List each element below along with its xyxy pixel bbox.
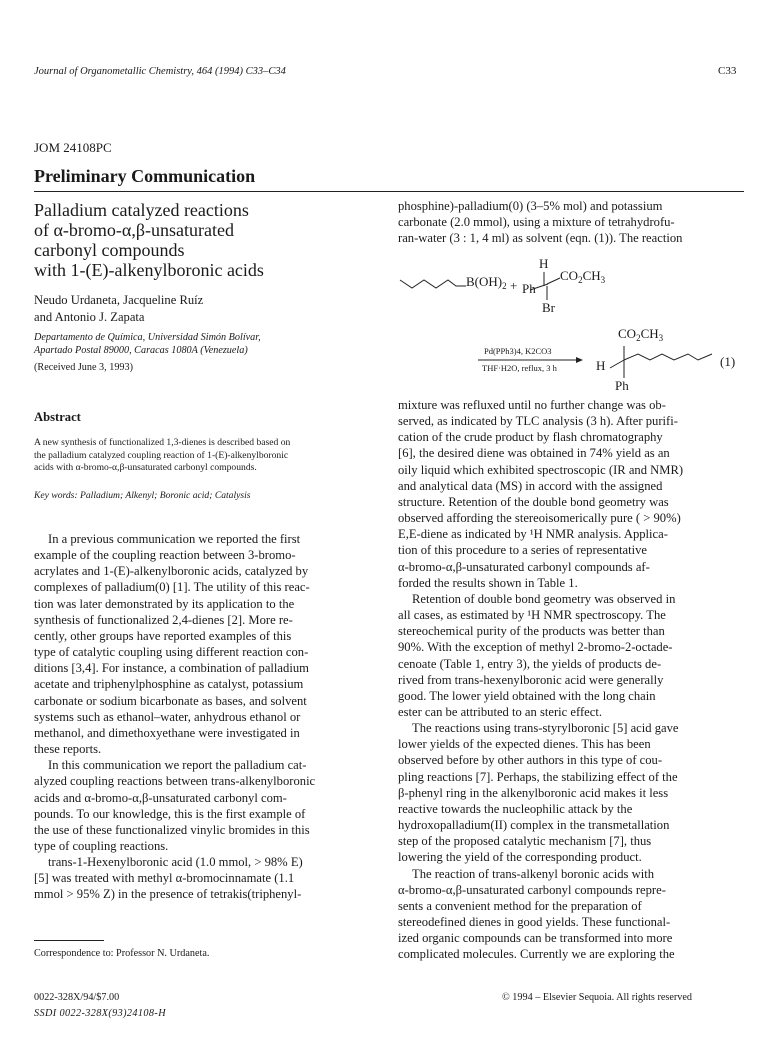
title-line-1: Palladium catalyzed reactions	[34, 200, 249, 220]
body-line: Retention of double bond geometry was observed in	[412, 591, 676, 606]
body-line: [5] was treated with methyl α-bromocinnamate (1.1	[34, 871, 295, 886]
body-line: mixture was refluxed until no further change was ob-	[398, 398, 666, 412]
body-line: these reports.	[34, 742, 102, 757]
conditions-bottom: THF·H2O, reflux, 3 h	[482, 363, 557, 373]
abstract-line-2: the palladium catalyzed coupling reaction of 1-(E)-alkenylboronic	[34, 449, 289, 461]
body-line: The reaction of trans-alkenyl boronic acids with	[412, 866, 654, 881]
body-line: and analytical data (MS) in accord with the assigned	[398, 478, 663, 493]
body-line: β-phenyl ring in the alkenylboronic acid makes it less	[398, 785, 669, 800]
affiliation	[34, 331, 261, 357]
body-line: type of coupling reactions.	[34, 838, 169, 853]
body-line: forded the results shown in Table 1.	[398, 575, 578, 590]
body-line: rived from trans-hexenylboronic acid were generally	[398, 672, 664, 687]
body-line: cenoate (Table 1, entry 3), the yields of products de-	[398, 656, 662, 671]
title-line-4: with 1-(E)-alkenylboronic acids	[34, 260, 264, 280]
body-line: alyzed coupling reactions between trans-alkenylboronic	[34, 774, 316, 789]
right-body	[398, 397, 744, 962]
ester-subscript: 2	[636, 333, 641, 343]
body-line: good. The lower yield obtained with the long chain	[398, 688, 656, 703]
right-top-text	[398, 198, 744, 246]
abstract-text	[34, 437, 374, 475]
section-heading: Preliminary Communication	[34, 166, 256, 186]
product-phenyl-label: Ph	[615, 378, 629, 393]
received-date: (Received June 3, 1993)	[34, 362, 134, 373]
body-line: structure. Retention of the double bond geometry was	[398, 494, 669, 509]
body-line: tion was later demonstrated by its application to the	[34, 596, 295, 611]
keywords: Key words: Palladium; Alkenyl; Boronic acid; Catalysis	[34, 490, 251, 501]
conditions-top: Pd(PPh3)4, K2CO3	[484, 346, 552, 356]
footnote-rule	[34, 940, 104, 941]
body-line: pounds. To our knowledge, this is the first example of	[34, 806, 306, 821]
authors-line-1: Neudo Urdaneta, Jacqueline Ruíz	[34, 293, 204, 307]
abstract-line-3: acids with α-bromo-α,β-unsaturated carbonyl compounds.	[34, 462, 257, 473]
body-line: systems such as ethanol–water, anhydrous ethanol or	[34, 709, 301, 724]
body-line: served, as indicated by TLC analysis (3 h). After purifi-	[398, 414, 678, 429]
body-line: the use of these functionalized vinylic bromides in this	[34, 822, 310, 837]
body-line: trans-1-Hexenylboronic acid (1.0 mmol, > 98% E)	[48, 855, 303, 870]
body-line: α-bromo-α,β-unsaturated carbonyl compounds repre-	[398, 882, 666, 897]
bromine-label: Br	[542, 300, 555, 315]
body-line: ran-water (3 : 1, 4 ml) as solvent (eqn. (1)). The reaction	[398, 231, 683, 246]
left-body	[34, 531, 372, 903]
body-line: cently, other groups have reported examples of this	[34, 628, 292, 643]
ester-tail: CH	[640, 326, 659, 341]
affiliation-line-2: Apartado Postal 89000, Caracas 1080A (Venezuela)	[34, 345, 248, 356]
body-line: reactive towards the nucleophilic attack by the	[398, 801, 633, 816]
body-line: methanol, and dimethoxyethane were investigated in	[34, 725, 300, 740]
body-line: sents a convenient method for the preparation of	[398, 898, 642, 913]
boronic-subscript: 2	[502, 281, 507, 291]
boronic-acid-label	[466, 274, 507, 291]
body-line: step of the proposed catalytic mechanism [7], thus	[398, 834, 652, 849]
body-line: acrylates and 1-(E)-alkenylboronic acids, catalyzed by	[34, 564, 309, 579]
ester-subscript-2: 3	[658, 333, 664, 343]
body-line: lower yields of the expected dienes. This has been	[398, 737, 651, 752]
authors	[34, 292, 203, 326]
body-line: cation of the crude product by flash chromatography	[398, 430, 663, 445]
ester-subscript: 2	[578, 275, 583, 285]
body-line: synthesis of functionalized 2,4-dienes [2]. More re-	[34, 612, 293, 627]
body-line: ester can be attributed to an steric effect.	[398, 704, 602, 719]
page-number: C33	[718, 65, 737, 77]
body-line: example of the coupling reaction between 3-bromo-	[34, 548, 296, 563]
ester-text: CO	[560, 268, 579, 283]
body-line: carbonate (2.0 mmol), using a mixture of tetrahydrofu-	[398, 215, 675, 230]
affiliation-line-1: Departamento de Química, Universidad Simón Bolívar,	[34, 332, 261, 343]
body-line: acids and α-bromo-α,β-unsaturated carbonyl com-	[34, 790, 287, 805]
body-line: tion of this procedure to a series of representative	[398, 543, 647, 558]
ester-subscript-2: 3	[600, 275, 606, 285]
body-line: The reactions using trans-styrylboronic [5] acid gave	[412, 721, 679, 736]
body-line: ditions [3,4]. For instance, a combination of palladium	[34, 661, 309, 676]
phenyl-label: Ph	[522, 281, 536, 296]
jom-code: JOM 24108PC	[34, 140, 112, 155]
footer-ssdi: SSDI 0022-328X(93)24108-H	[34, 1008, 166, 1019]
ester-tail: CH	[582, 268, 601, 283]
title-line-3: carbonyl compounds	[34, 240, 185, 260]
section-rule	[34, 191, 744, 192]
correspondence: Correspondence to: Professor N. Urdaneta.	[34, 948, 210, 959]
ester-text: CO	[618, 326, 637, 341]
abstract-heading: Abstract	[34, 410, 81, 424]
body-line: complicated molecules. Currently we are exploring the	[398, 947, 675, 962]
authors-line-2: and Antonio J. Zapata	[34, 310, 145, 324]
product-hydrogen-label: H	[596, 358, 606, 373]
body-line: pling reactions [7]. Perhaps, the stabilizing effect of the	[398, 769, 678, 784]
body-line: E,E-diene as indicated by ¹H NMR analysis. Applica-	[398, 527, 668, 542]
body-line: acetate and triphenylphosphine as catalyst, potassium	[34, 677, 304, 692]
body-line: lowering the yield of the corresponding product.	[398, 850, 642, 865]
product-ester-label	[618, 326, 663, 343]
body-line: [6], the desired diene was obtained in 74% yield as an	[398, 446, 670, 461]
body-line: observed before by other authors in this type of cou-	[398, 753, 663, 768]
body-line: mmol > 95% Z) in the presence of tetrakis(triphenyl-	[34, 887, 302, 902]
ester-label	[560, 268, 605, 285]
body-line: α-bromo-α,β-unsaturated carbonyl compounds af-	[398, 559, 650, 574]
reaction-scheme	[398, 250, 744, 393]
body-line: phosphine)-palladium(0) (3–5% mol) and potassium	[398, 199, 663, 213]
equation-number: (1)	[720, 354, 736, 369]
body-line: oily liquid which exhibited spectroscopic (IR and NMR)	[398, 462, 684, 477]
article-title	[34, 200, 264, 280]
body-line: hydroxopalladium(II) complex in the transmetallation	[398, 818, 670, 833]
plus-sign: +	[510, 278, 518, 293]
body-line: carbonate or sodium bicarbonate as bases, and solvent	[34, 693, 307, 708]
body-line: In this communication we report the palladium cat-	[48, 758, 307, 773]
body-line: complexes of palladium(0) [1]. The utility of this reac-	[34, 580, 310, 595]
abstract-line-1: A new synthesis of functionalized 1,3-dienes is described based on	[34, 437, 291, 448]
body-line: all cases, as estimated by ¹H NMR spectroscopy. The	[398, 608, 666, 623]
boronic-text: B(OH)	[466, 274, 503, 289]
hydrogen-label: H	[539, 256, 549, 271]
body-line: In a previous communication we reported the first	[48, 532, 301, 546]
body-line: stereochemical purity of the products was better than	[398, 624, 665, 639]
body-line: stereodefined dienes in good yields. These functional-	[398, 915, 671, 929]
body-line: 90%. With the exception of methyl 2-bromo-2-octade-	[398, 640, 673, 655]
footer-copyright: © 1994 – Elsevier Sequoia. All rights reserved	[502, 992, 692, 1003]
title-line-2: of α-bromo-α,β-unsaturated	[34, 220, 234, 240]
journal-header: Journal of Organometallic Chemistry, 464 (1994) C33–C34	[34, 66, 286, 77]
footer-price: 0022-328X/94/$7.00	[34, 992, 120, 1003]
body-line: observed affording the stereoisomerically pure ( > 90%)	[398, 511, 681, 526]
body-line: ized organic compounds can be transformed into more	[398, 931, 673, 946]
body-line: type of catalytic coupling using different reaction con-	[34, 645, 309, 660]
